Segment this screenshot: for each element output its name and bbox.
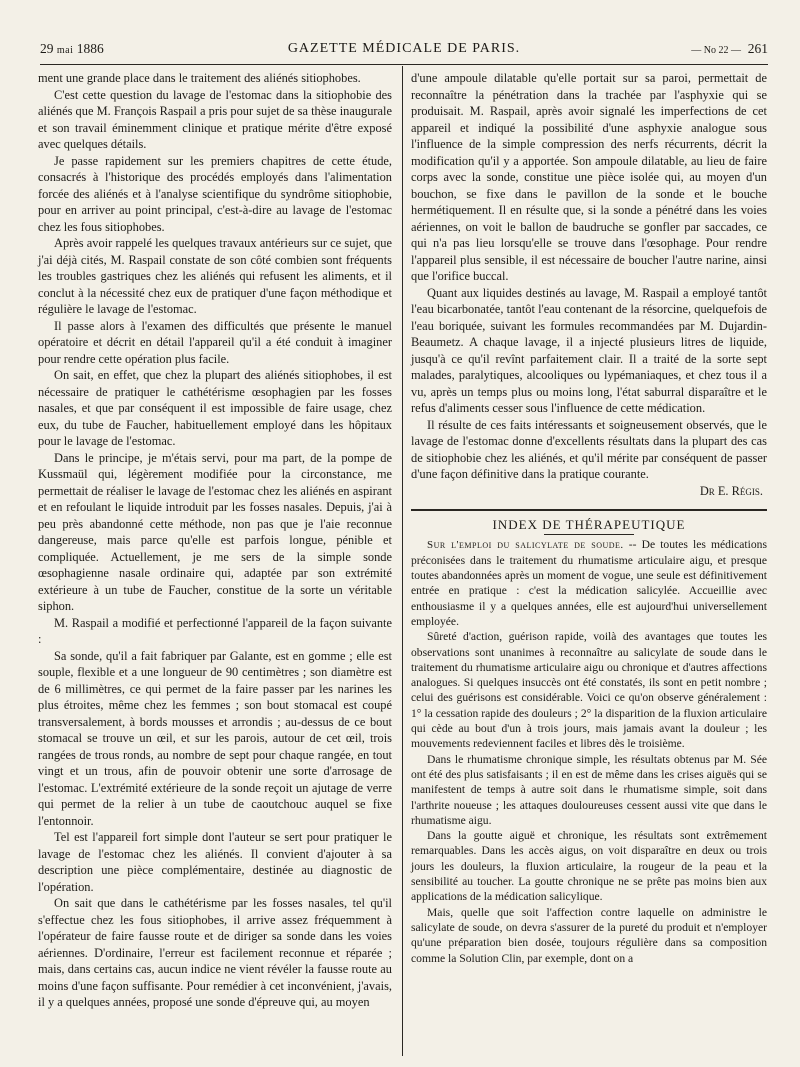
title-underline [544, 534, 634, 535]
paragraph: On sait, en effet, que chez la plupart des aliénés sitiophobes, il est nécessaire de pratiquer le cathétérisme œsophagien par les fosses nasales, et que par conséquent il est impossible de faire usage, chez eux, du tube de Faucher, habituellement employé dans les hôpitaux pour le lavage de l'estomac. [38, 368, 392, 448]
index-paragraph [411, 537, 767, 630]
header-page-info [691, 38, 768, 62]
paragraph: Il résulte de ces faits intéressants et soigneusement observés, que le lavage de l'estomac donne d'excellents résultats dans la plupart des cas de sitiophobie chez les aliénés, et qu'il mérite par conséquent de passer d'une façon définitive dans la pratique courante. [411, 417, 767, 481]
issue-number: — No 22 — [691, 45, 741, 56]
index-lead-text: -- De toutes les médications préconisées dans le traitement du rhumatisme articulaire aigu, et presque toutes abandonnées après un moment de vogue, une seule est définitivement entrée en pratique : c'est la médication salicylée. Accueillie avec enthousiasme il y a quelques années, elle est aujourd'hui universellement employée. [411, 537, 767, 628]
page-number: 261 [747, 41, 768, 56]
paragraph: d'une ampoule dilatable qu'elle portait sur sa paroi, permettait de reconnaître la pénétration dans la trachée par l'asphyxie qui se produisait. M. Raspail, après avoir signalé les imperfections de cet appareil et indiqué la possibilité d'une asphyxie analogue sous l'influence de la simple compression des nerfs récurrents, décrit la modification qu'il y a apportée. Son ampoule dilatable, au lieu de faire corps avec la sonde, constitue une pièce isolée qui, au moyen d'un bouchon, se fixe dans le pavillon de la sonde et le bouche hermétiquement. Il en résulte que, si la sonde a pénétré dans les voies aériennes, on voit le ballon de baudruche se gonfler par saccades, ce qui n'a pas lieu lorsqu'elle se trouve dans l'œsophage. Pour rendre l'appareil plus sensible, il est nécessaire de boucher l'autre narine, ainsi que l'orifice buccal. [411, 71, 767, 283]
running-header [40, 38, 768, 60]
header-date-day: 29 [40, 41, 54, 56]
index-paragraph: Sûreté d'action, guérison rapide, voilà des avantages que toutes les observations sont unanimes à reconnaître au salicylate de soude dans le traitement du rhumatisme articulaire aigu ou chronique et d'autres affections analogues. Si quelques insuccès ont été constatés, ils sont en petit nombre ; celui des guérisons est considérable. Voici ce qu'on observe généralement : 1° la cessation rapide des douleurs ; 2° la disparition de la fluxion articulaire qui cède au bout d'un à trois jours, mais jamais avant la douleur ; les mouvements redeviennent faciles et libres dès le troisième. [411, 630, 767, 751]
paragraph: Sa sonde, qu'il a fait fabriquer par Galante, est en gomme ; elle est souple, flexible et a une longueur de 90 centimètres ; son diamètre est de 6 millimètres, ce qui permet de la faire passer par les narines les plus étroites, même chez les femmes ; son bout stomacal est coupé transversalement, à bords mousses et arrondis ; au-dessus de ce bout stomacal se trouve un œil, et sur les parois, autour de cet œil, trois rangées de trous ronds, au nombre de sept pour chaque rangée, en tout vingt et un trous, afin de pouvoir obtenir une sorte d'arrosage de l'estomac. L'extrémité extérieure de la sonde reçoit un ajutage de verre qui permet de la relier à un tube de caoutchouc auquel se fixe l'entonnoir. [38, 648, 392, 828]
paragraph: Il passe alors à l'examen des difficultés que présente le manuel opératoire et décrit en détail l'appareil qu'il a été conduit à imaginer pour rendre cette opération plus facile. [38, 318, 392, 366]
journal-title: GAZETTE MÉDICALE DE PARIS. [287, 41, 521, 56]
paragraph: Dans le principe, je m'étais servi, pour ma part, de la pompe de Kussmaül qui, légèrement modifiée pour la circonstance, me permettait de réaliser le lavage de l'estomac chez les aliénés en aspirant et en refoulant le liquide introduit par les fosses nasales. Depuis, j'ai à peu près abandonné cette méthode, non pas que je l'aie reconnue dangereuse, mais parce qu'elle est parfois longue, pénible et compliquée. Actuellement, je me sers de la simple sonde œsophagienne nasale ordinaire qui, adaptée par son extrémité extérieure à un tube de Faucher, constitue de la sorte un véritable siphon. [38, 450, 392, 613]
paragraph: C'est cette question du lavage de l'estomac dans la sitiophobie des aliénés que M. François Raspail a pris pour sujet de sa thèse inaugurale et son travail éminemment clinique et pratique mérite d'être exposé avec quelques détails. [38, 87, 392, 151]
right-column [411, 70, 767, 966]
index-section [411, 537, 767, 966]
index-paragraph: Dans la goutte aiguë et chronique, les résultats sont extrêmement remarquables. Dans les accès aigus, on voit disparaître en deux ou trois jours les douleurs, la fluxion articulaire, la rougeur de la peau et la sensibilité au toucher. La goutte chronique ne se prête pas moins bien aux applications de la médication salicylique. [411, 829, 767, 904]
section-title: INDEX DE THÉRAPEUTIQUE [492, 517, 686, 532]
header-date-month: mai [56, 45, 74, 56]
index-paragraph: Mais, quelle que soit l'affection contre laquelle on administre le salicylate de soude, on devra s'assurer de la pureté du produit et n'employer qu'une préparation bien dosée, toujours régulière dans sa composition comme la Solution Clin, par exemple, dont on a [411, 905, 767, 965]
paragraph: On sait que dans le cathétérisme par les fosses nasales, tel qu'il s'effectue chez les fous sitiophobes, il arrive assez fréquemment à l'opérateur de faire fausse route et de diriger sa sonde dans les voies aériennes. D'ordinaire, l'erreur est facilement reconnue et réparée ; mais, dans certains cas, aucun indice ne vient révéler la fausse route au moins d'une façon suffisante. Pour remédier à cet inconvénient, j'avais, il y a quelques années, proposé une sonde d'épreuve qui, au moyen [38, 896, 392, 1009]
header-date-year: 1886 [76, 41, 104, 56]
paragraph: Après avoir rappelé les quelques travaux antérieurs sur ce sujet, que j'ai déjà cités, M. Raspail constate de son côté combien sont fréquents les troubles gastriques chez les aliénés qui refusent les aliments, et il conclut à la nécessité chez eux de pratiquer d'une façon méthodique et régulière le lavage de l'estomac. [38, 236, 392, 316]
header-rule [40, 64, 768, 65]
paragraph: ment une grande place dans le traitement des aliénés sitiophobes. [38, 71, 361, 85]
section-separator [411, 509, 767, 511]
paragraph: Quant aux liquides destinés au lavage, M. Raspail a employé tantôt l'eau bicarbonatée, tantôt l'eau contenant de la résorcine, quelquefois de l'eau boriquée, suivant les formules recommandées par M. Dujardin-Beaumetz. A chaque lavage, il a injecté plusieurs litres de liquide, jusqu'à ce qu'il revînt parfaitement clair. Il a traité de la sorte sept malades, paralytiques, alcooliques ou lypémaniaques, et chez tous il a vu, après un temps plus ou moins long, l'état saburral disparaître et le refus d'aliments cesser sous l'influence de cette médication. [411, 285, 767, 415]
paragraph: M. Raspail a modifié et perfectionné l'appareil de la façon suivante : [38, 615, 392, 646]
author-signature: Dr E. Régis. [699, 483, 763, 498]
left-column [38, 70, 392, 1011]
index-subheading: Sur l'emploi du salicylate de soude. [427, 538, 624, 551]
column-divider [402, 66, 403, 1056]
index-paragraph: Dans le rhumatisme chronique simple, les résultats obtenus par M. Sée ont été des plus satisfaisants ; il en est de même dans les crises aiguës qui se manifestent de temps à autre soit dans le rhumatisme simple, soit dans l'arthrite noueuse ; les attaques douloureuses cessent aussi vite que dans le rhumatisme aigu. [411, 752, 767, 827]
paragraph: Je passe rapidement sur les premiers chapitres de cette étude, consacrés à l'historique des procédés employés dans l'alimentation forcée des aliénés et à l'analyse scientifique du syndrôme sitiophobie, pour en arriver au point principal, c'est-à-dire au lavage de l'estomac chez les fous sitiophobes. [38, 153, 392, 234]
paragraph: Tel est l'appareil fort simple dont l'auteur se sert pour pratiquer le lavage de l'estomac chez les aliénés. Il convient d'ajouter à sa description une pièce complémentaire, destinée au diagnostic de l'opération. [38, 830, 392, 894]
